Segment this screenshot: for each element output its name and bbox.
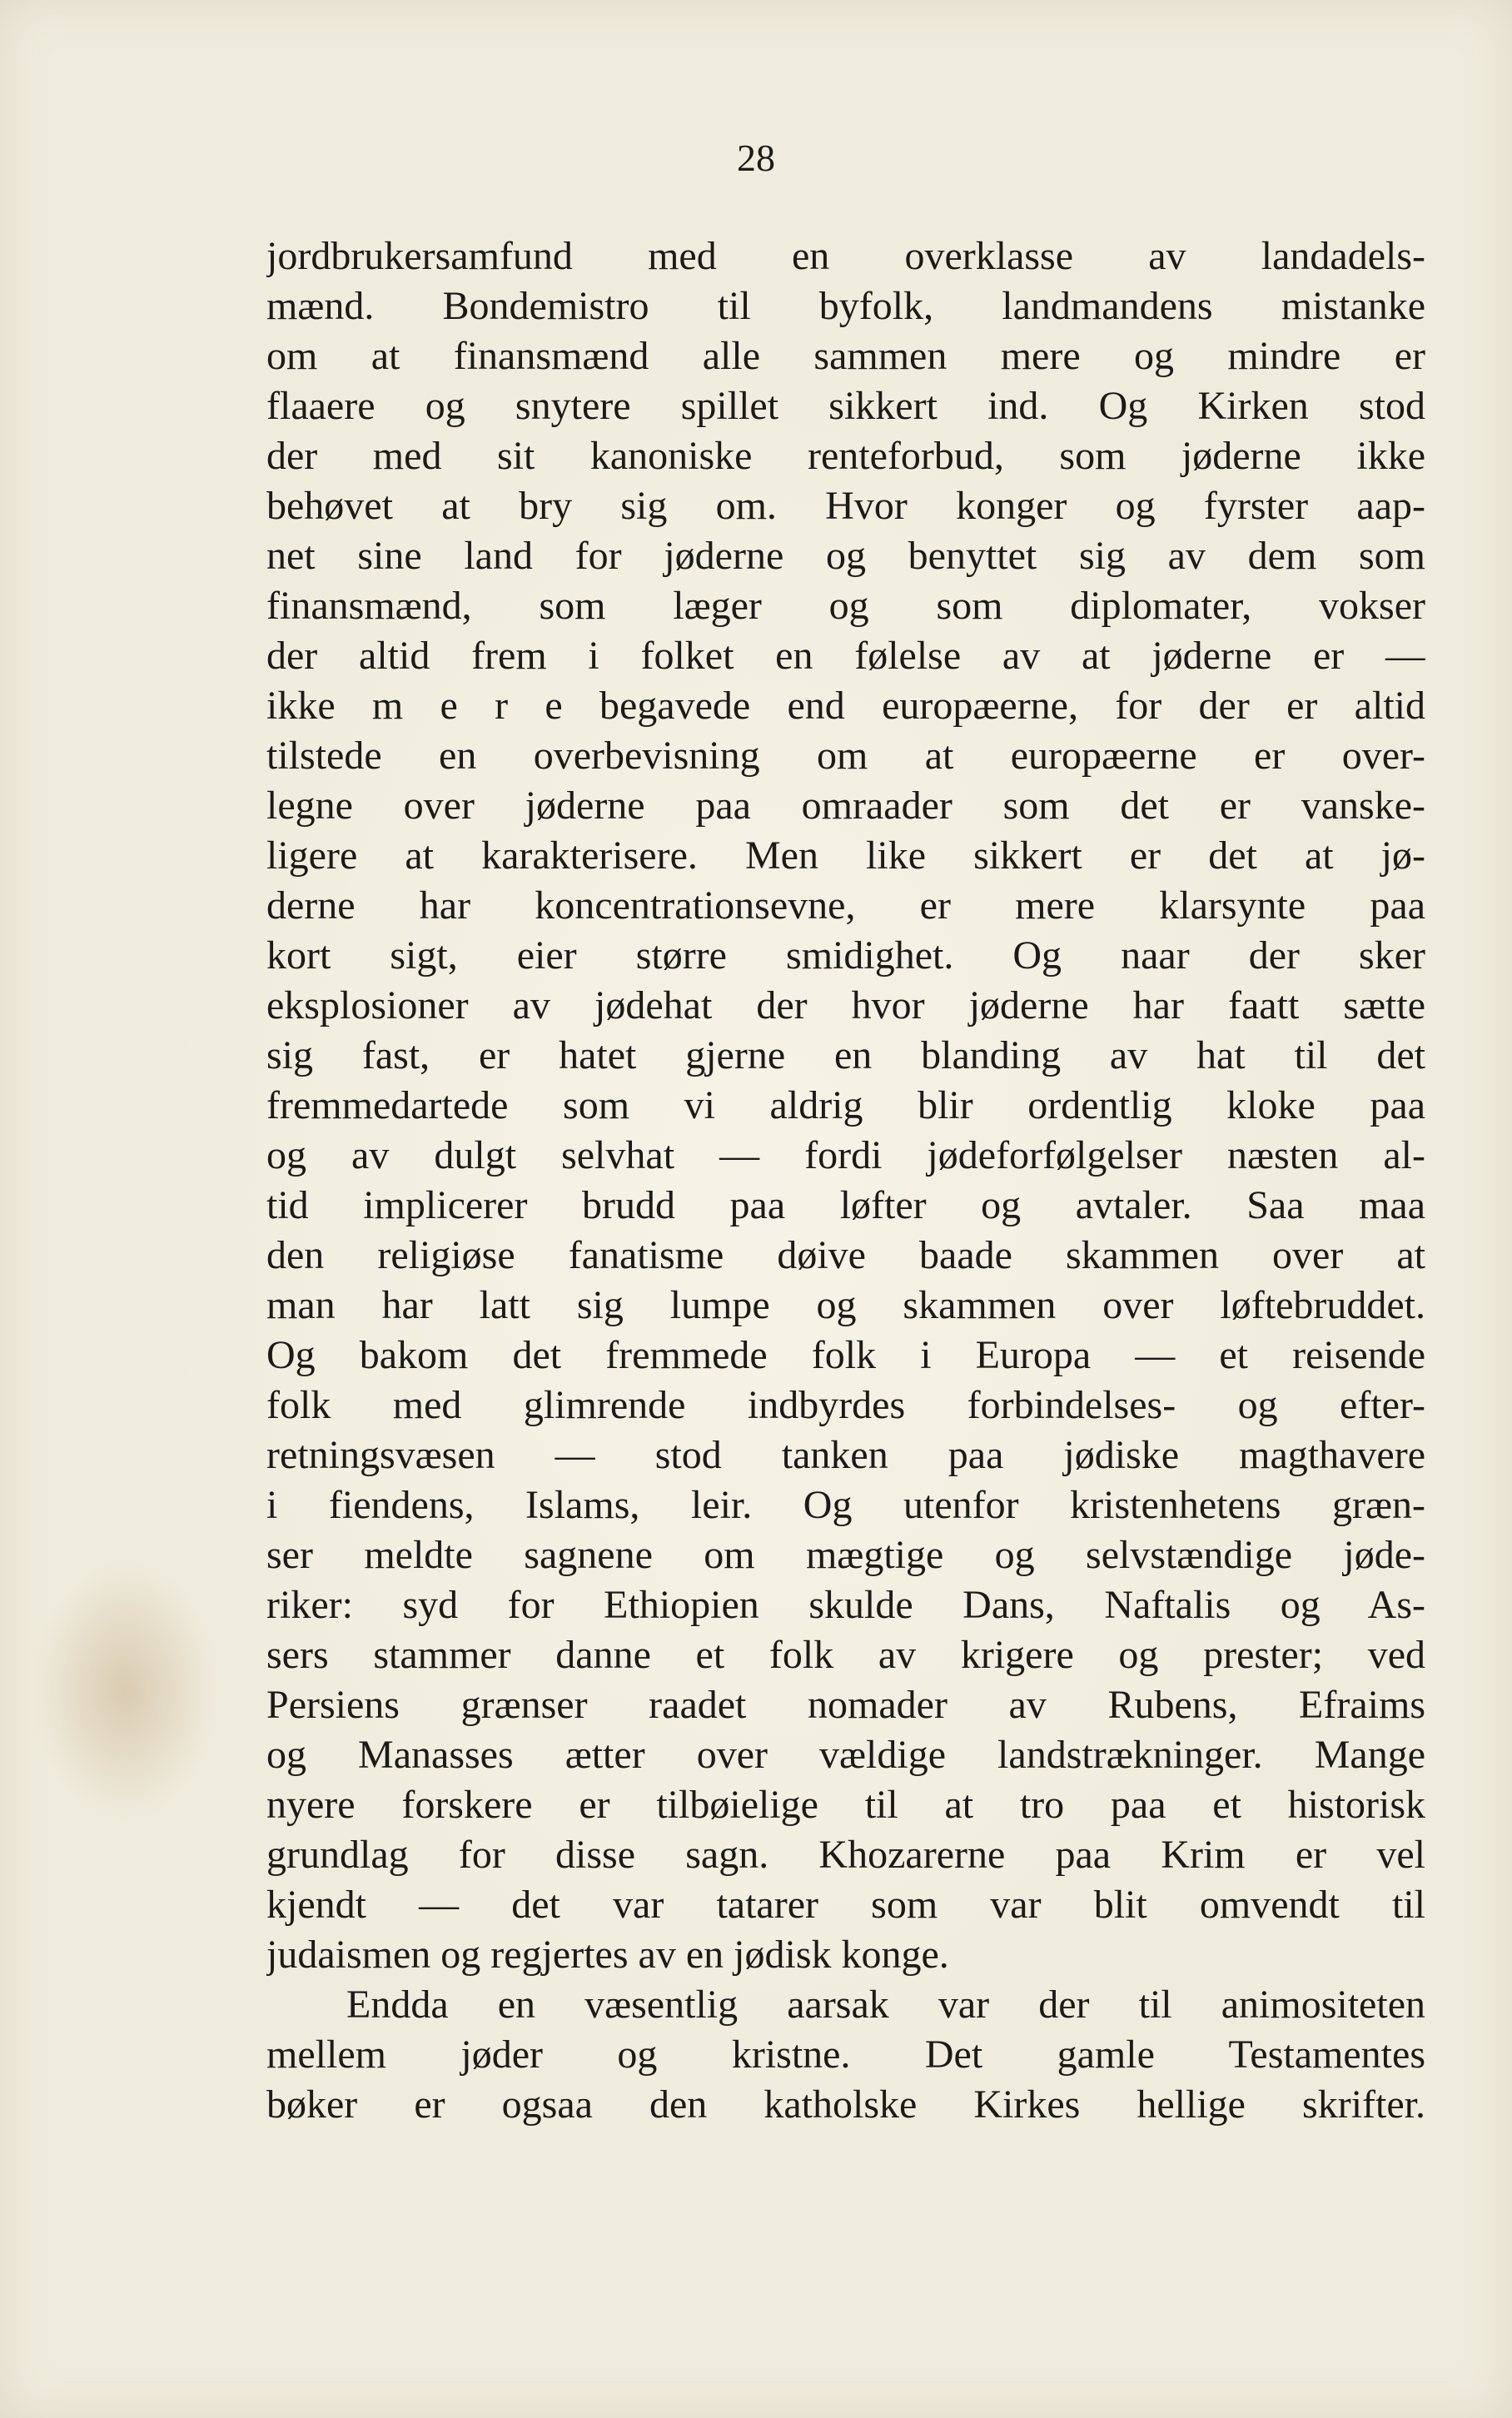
text-line: mellem jøder og kristne. Det gamle Testamentes xyxy=(266,2032,1425,2077)
text-line: finansmænd, som læger og som diplomater, vokser xyxy=(266,584,1425,628)
text-line: ligere at karakterisere. Men like sikkert er det at jø- xyxy=(266,833,1425,878)
text-line: om at finansmænd alle sammen mere og mindre er xyxy=(266,334,1425,378)
text-line: mænd. Bondemistro til byfolk, landmandens mistanke xyxy=(266,284,1425,328)
text-line-paragraph-start: Endda en væsentlig aarsak var der til animositeten xyxy=(346,1983,1425,2027)
text-line: tid implicerer brudd paa løfter og avtaler. Saa maa xyxy=(266,1183,1425,1227)
text-line: man har latt sig lumpe og skammen over løftebruddet. xyxy=(266,1283,1425,1327)
text-line: ikke m e r e begavede end europæerne, for der er altid xyxy=(266,684,1425,728)
body-text xyxy=(266,231,1425,2130)
text-line: fremmedartede som vi aldrig blir ordentlig kloke paa xyxy=(266,1083,1425,1127)
text-line: tilstede en overbevisning om at europæerne er over- xyxy=(266,734,1425,778)
text-line: der med sit kanoniske renteforbud, som jøderne ikke xyxy=(266,434,1425,478)
text-line: og av dulgt selvhat — fordi jødeforfølgelser næsten al- xyxy=(266,1133,1425,1177)
text-line: nyere forskere er tilbøielige til at tro paa et historisk xyxy=(266,1783,1425,1827)
text-line: sers stammer danne et folk av krigere og prester; ved xyxy=(266,1633,1425,1677)
text-line: eksplosioner av jødehat der hvor jøderne har faatt sætte xyxy=(266,983,1425,1027)
text-line: sig fast, er hatet gjerne en blanding av hat til det xyxy=(266,1033,1425,1077)
text-line: jordbrukersamfund med en overklasse av landadels- xyxy=(266,234,1425,278)
text-line: behøvet at bry sig om. Hvor konger og fyrster aap- xyxy=(266,484,1425,528)
text-line: legne over jøderne paa omraader som det er vanske- xyxy=(266,784,1425,828)
text-line: kjendt — det var tatarer som var blit omvendt til xyxy=(266,1883,1425,1927)
text-line: folk med glimrende indbyrdes forbindelses- og efter- xyxy=(266,1383,1425,1427)
text-line: den religiøse fanatisme døive baade skammen over at xyxy=(266,1233,1425,1277)
page-number: 28 xyxy=(737,137,775,179)
text-line: Persiens grænser raadet nomader av Rubens, Efraims xyxy=(266,1683,1425,1727)
text-line: flaaere og snytere spillet sikkert ind. Og Kirken stod xyxy=(266,384,1425,428)
text-line: retningsvæsen — stod tanken paa jødiske magthavere xyxy=(266,1433,1425,1477)
text-line: derne har koncentrationsevne, er mere klarsynte paa xyxy=(266,883,1425,928)
text-line: riker: syd for Ethiopien skulde Dans, Naftalis og As- xyxy=(266,1583,1425,1627)
text-line: grundlag for disse sagn. Khozarerne paa Krim er vel xyxy=(266,1833,1425,1877)
text-line: kort sigt, eier større smidighet. Og naar der sker xyxy=(266,933,1425,978)
text-line: bøker er ogsaa den katholske Kirkes hellige skrifter. xyxy=(266,2082,1425,2127)
text-line: i fiendens, Islams, leir. Og utenfor kristenhetens græn- xyxy=(266,1483,1425,1527)
text-line: og Manasses ætter over vældige landstrækninger. Mange xyxy=(266,1733,1425,1777)
text-line-paragraph-end: judaismen og regjertes av en jødisk konge. xyxy=(266,1933,949,1977)
text-line: net sine land for jøderne og benyttet sig av dem som xyxy=(266,534,1425,578)
text-line: der altid frem i folket en følelse av at jøderne er — xyxy=(266,634,1425,678)
text-line: ser meldte sagnene om mægtige og selvstændige jøde- xyxy=(266,1533,1425,1577)
text-line: Og bakom det fremmede folk i Europa — et reisende xyxy=(266,1333,1425,1377)
